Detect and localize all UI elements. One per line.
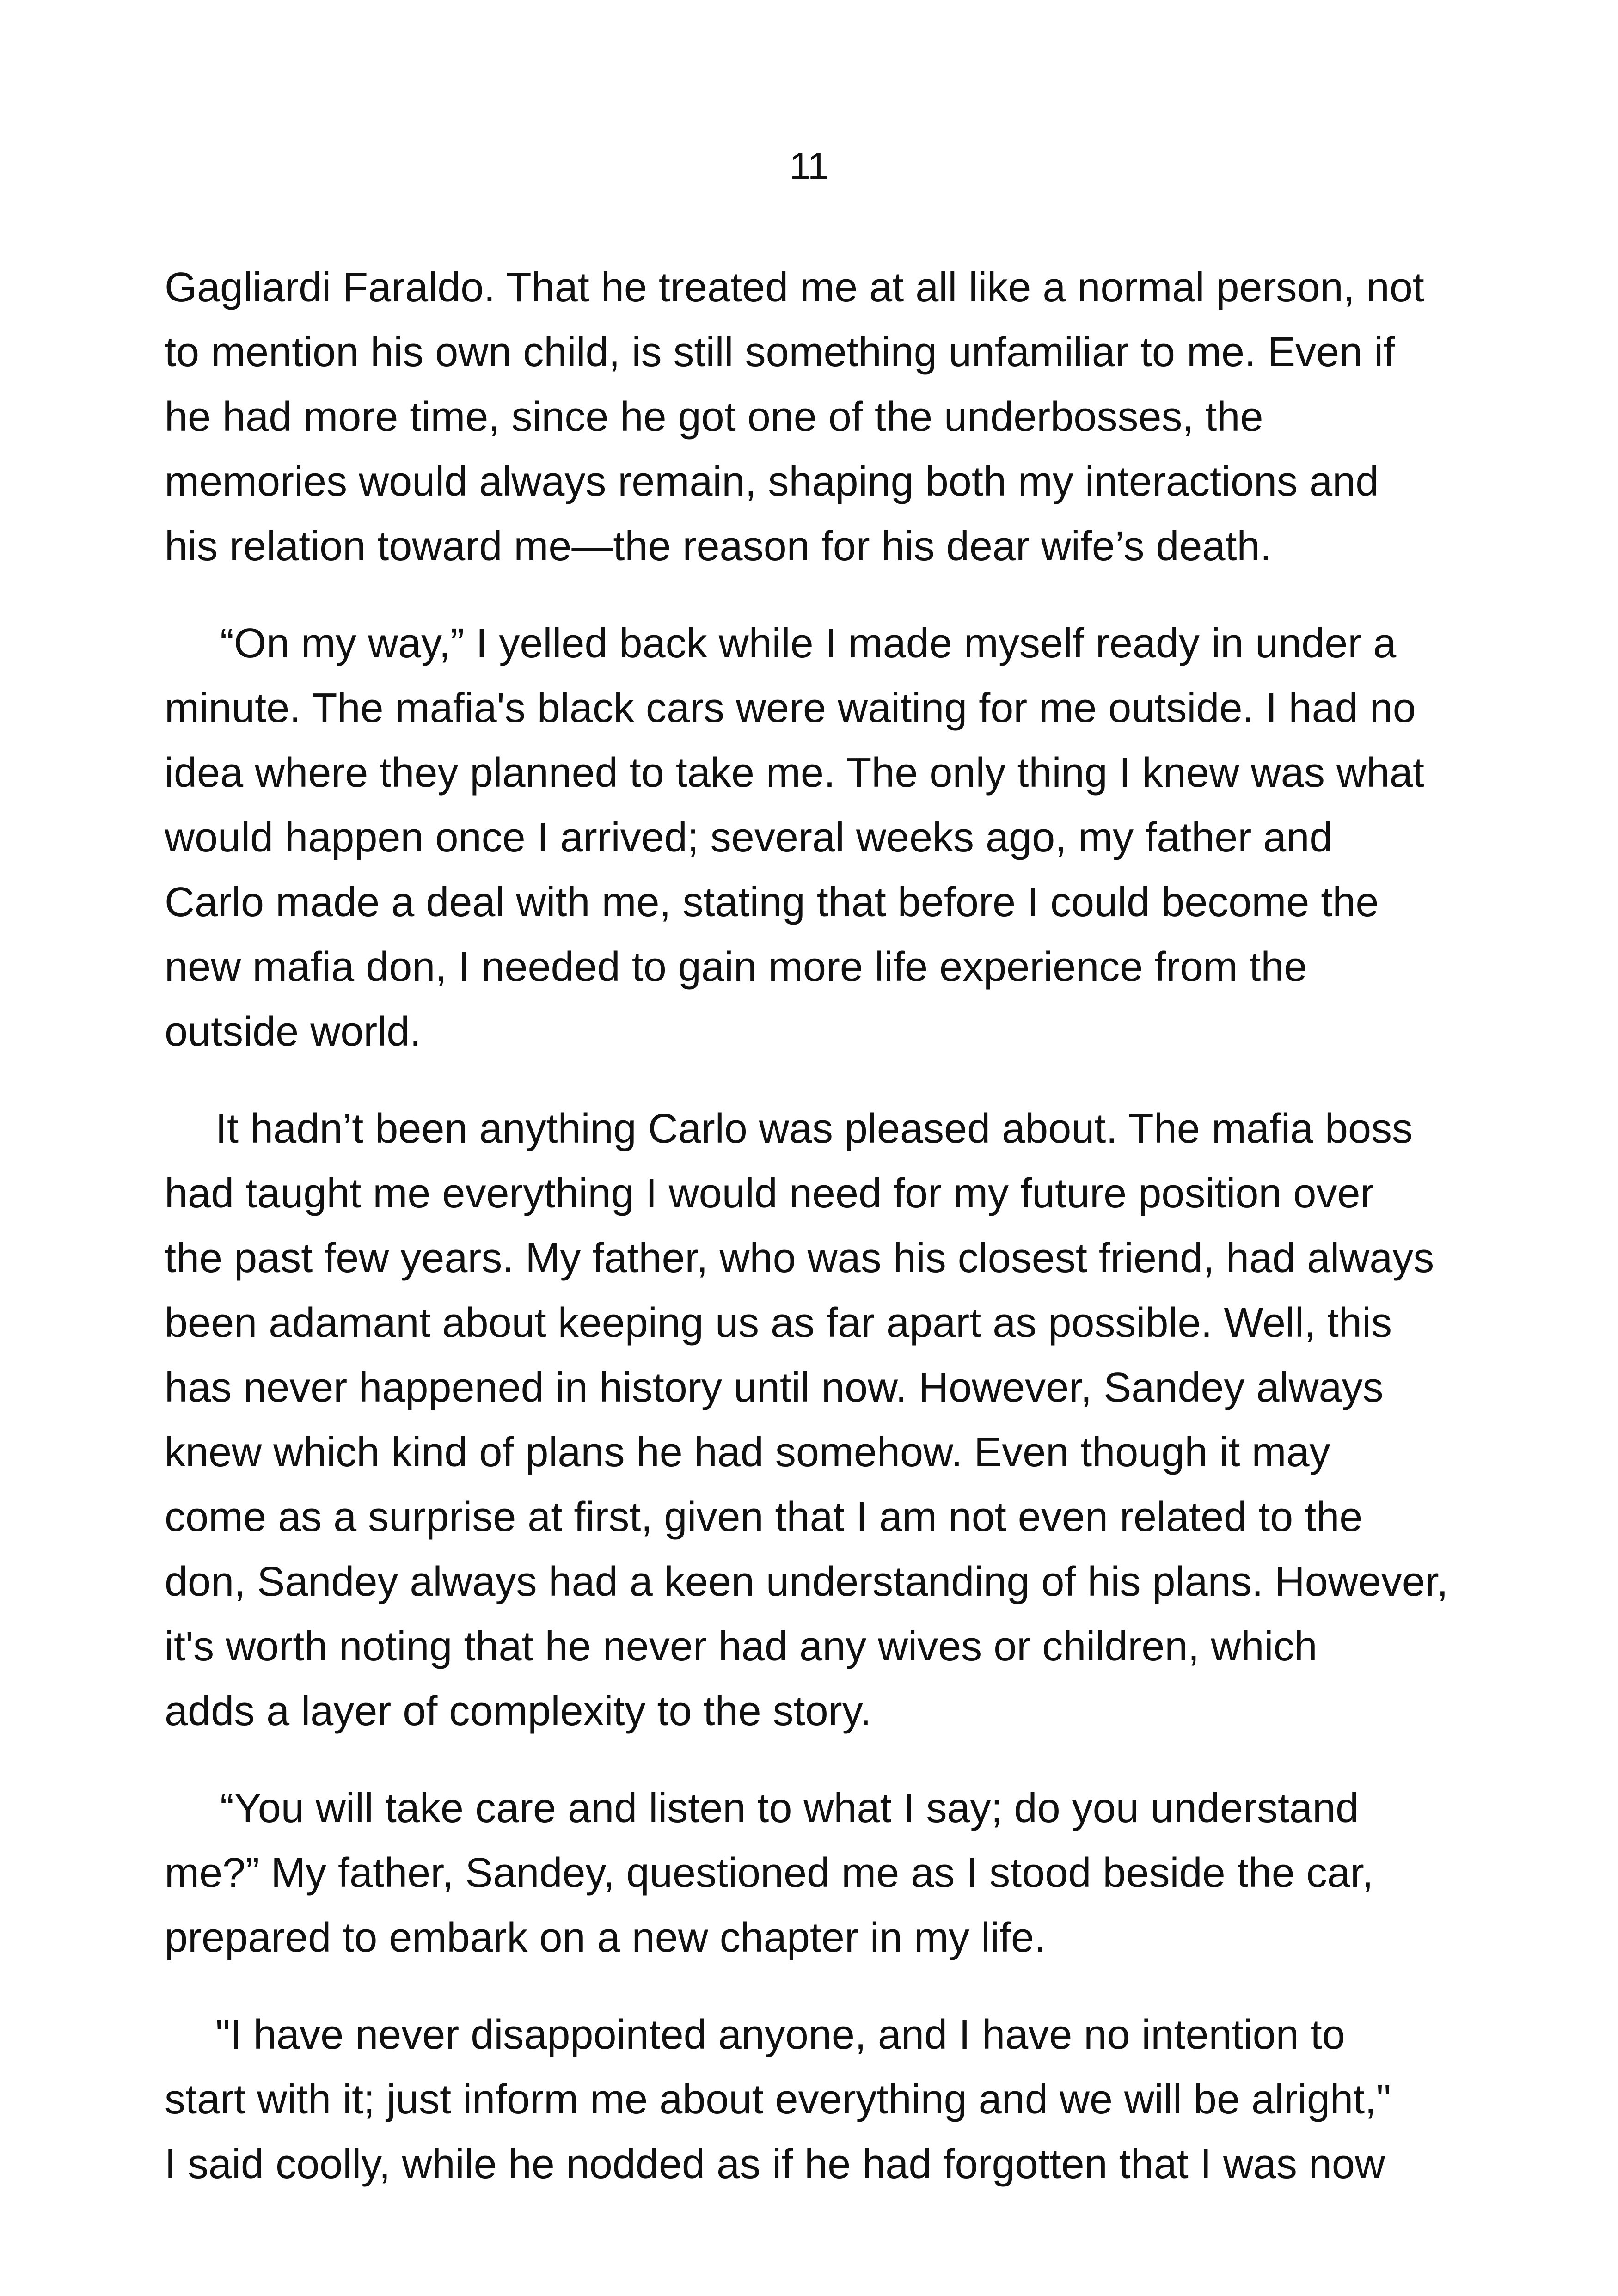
text-line: it's worth noting that he never had any wives or children, which [165,1623,1318,1670]
text-line: his relation toward me—the reason for his dear wife’s death. [165,523,1272,569]
text-line: come as a surprise at first, given that I am not even related to the [165,1494,1363,1540]
text-line: It hadn’t been anything Carlo was pleased about. The mafia boss [215,1106,1413,1152]
text-line: to mention his own child, is still something unfamiliar to me. Even if [165,329,1395,375]
text-line: adds a layer of complexity to the story. [165,1688,872,1734]
page-number: 11 [789,145,829,187]
text-line: memories would always remain, shaping both my interactions and [165,459,1379,505]
paragraph-3 [165,1096,1487,1744]
text-line: minute. The mafia's black cars were waiting for me outside. I had no [165,685,1416,731]
text-line: would happen once I arrived; several weeks ago, my father and [165,814,1333,861]
paragraph-2 [165,611,1487,1064]
body-text [165,255,1487,2229]
text-line: been adamant about keeping us as far apart as possible. Well, this [165,1300,1392,1346]
text-line: don, Sandey always had a keen understanding of his plans. However, [165,1559,1448,1605]
text-line: he had more time, since he got one of the underbosses, the [165,394,1263,440]
text-line: start with it; just inform me about everything and we will be alright," [165,2076,1391,2123]
text-line: Gagliardi Faraldo. That he treated me at all like a normal person, not [165,264,1424,311]
text-line: “You will take care and listen to what I say; do you understand [220,1785,1359,1831]
text-line: me?” My father, Sandey, questioned me as I stood beside the car, [165,1850,1373,1896]
text-line: idea where they planned to take me. The only thing I knew was what [165,750,1424,796]
text-line: "I have never disappointed anyone, and I have no intention to [215,2012,1345,2058]
paragraph-1 [165,255,1487,579]
text-line: outside world. [165,1009,422,1055]
text-line: prepared to embark on a new chapter in my life. [165,1915,1046,1961]
paragraph-4 [165,1776,1487,1970]
text-line: has never happened in history until now. However, Sandey always [165,1365,1384,1411]
text-line: knew which kind of plans he had somehow. Even though it may [165,1429,1330,1476]
text-line: the past few years. My father, who was his closest friend, had always [165,1235,1434,1281]
paragraph-5 [165,2002,1487,2197]
text-line: “On my way,” I yelled back while I made myself ready in under a [220,620,1397,667]
text-line: had taught me everything I would need for my future position over [165,1170,1374,1217]
text-line: new mafia don, I needed to gain more life experience from the [165,944,1307,990]
text-line: Carlo made a deal with me, stating that before I could become the [165,879,1379,925]
text-line: I said coolly, while he nodded as if he had forgotten that I was now [165,2141,1385,2187]
